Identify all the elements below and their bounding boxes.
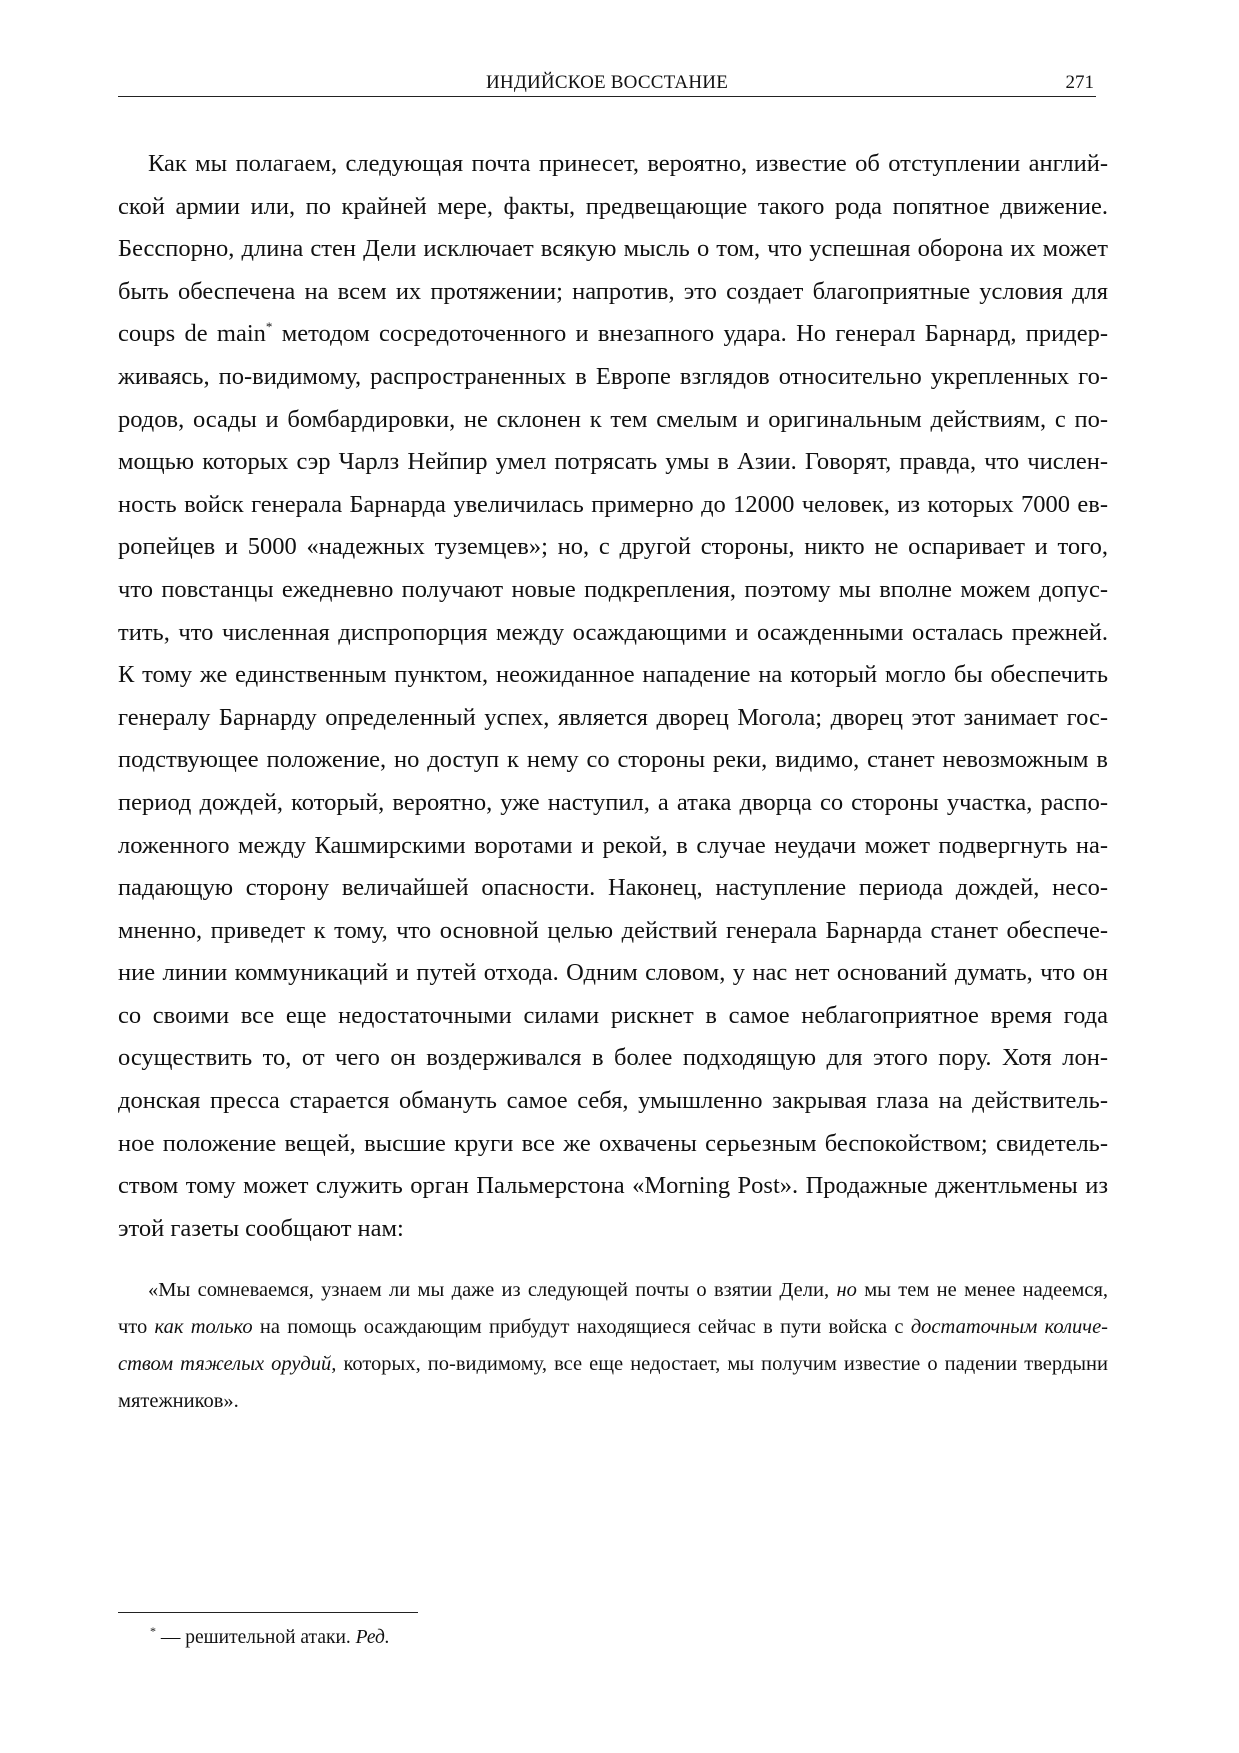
quote-run: что — [118, 1316, 155, 1338]
quote-emphasis: но — [836, 1279, 857, 1301]
text-line: ством тому может служить орган Пальмерстона «Morning Post». Продажные джентльмены из — [118, 1172, 1108, 1200]
quote-line — [118, 1346, 1108, 1383]
quote-emphasis: ством тяжелых орудий, — [118, 1353, 337, 1375]
foreign-phrase: coups de main — [118, 320, 266, 348]
text-line: ное положение вещей, высшие круги все же охвачены серьезным беспокойством; свидетель- — [118, 1129, 1108, 1157]
text-line: этой газеты сообщают нам: — [118, 1214, 404, 1242]
text-line: К тому же единственным пунктом, неожиданное нападение на который могло бы обеспечить — [118, 661, 1108, 689]
text-line: со своими все еще недостаточными силами рискнет в самое неблагоприятное время года — [118, 1001, 1108, 1029]
quote-run: на помощь осаждающим прибудут находящиеся сейчас в пути войска с — [252, 1316, 911, 1338]
text-line: подствующее положение, но доступ к нему со стороны реки, видимо, станет невозможным в — [118, 746, 1108, 774]
text-line: мощью которых сэр Чарлз Нейпир умел потрясать умы в Азии. Говорят, правда, что числен- — [118, 448, 1108, 476]
text-line: Бесспорно, длина стен Дели исключает всякую мысль о том, что успешная оборона их может — [118, 235, 1108, 263]
quote-run: которых, по-видимому, все еще недостает, мы получим известие о падении твердыни — [336, 1353, 1108, 1375]
text-line: генералу Барнарду определенный успех, является дворец Могола; дворец этот занимает гос- — [118, 703, 1108, 731]
text-line: ние линии коммуникаций и путей отхода. Одним словом, у нас нет оснований думать, что он — [118, 959, 1108, 987]
text-line: быть обеспечена на всем их протяжении; напротив, это создает благоприятные условия для — [118, 277, 1108, 305]
footnote-text: — решительной атаки. — [156, 1627, 356, 1648]
text-line: Как мы полагаем, следующая почта принесет, вероятно, известие об отступлении англий- — [148, 150, 1108, 177]
footnote-divider — [118, 1612, 418, 1613]
quote-line — [118, 1272, 1108, 1309]
text-line: донская пресса старается обмануть самое себя, умышленно закрывая глаза на действитель- — [118, 1087, 1108, 1115]
running-title: ИНДИЙСКОЕ ВОССТАНИЕ — [486, 72, 728, 93]
quote-line — [118, 1309, 1108, 1346]
footnote-marker: * — [265, 319, 273, 335]
text-line: осуществить то, от чего он воздерживался в более подходящую для этого пору. Хотя лон- — [118, 1044, 1108, 1072]
text-line: падающую сторону величайшей опасности. Наконец, наступление периода дождей, несо- — [118, 874, 1108, 902]
block-quote — [118, 1272, 1108, 1420]
text-line: период дождей, который, вероятно, уже наступил, а атака дворца со стороны участка, распо- — [118, 788, 1108, 816]
quote-run: «Мы сомневаемся, узнаем ли мы даже из следующей почты о взятии Дели, — [148, 1279, 837, 1301]
text-line: ложенного между Кашмирскими воротами и рекой, в случае неудачи может подвергнуть на- — [118, 831, 1108, 859]
main-text — [118, 143, 1108, 1250]
footnote — [150, 1625, 390, 1651]
quote-emphasis: достаточным количе- — [910, 1316, 1109, 1338]
text-line: мненно, приведет к тому, что основной целью действий генерала Барнарда станет обеспече- — [118, 916, 1108, 944]
running-header — [118, 70, 1096, 97]
footnote-editor: Ред. — [355, 1627, 390, 1648]
quote-run: мы тем не менее надеемся, — [856, 1279, 1109, 1301]
text-line: ской армии или, по крайней мере, факты, предвещающие такого рода попятное движение. — [118, 192, 1108, 220]
quote-emphasis: как только — [154, 1316, 253, 1338]
page-number: 271 — [1065, 72, 1094, 93]
text-line-footnoted — [118, 313, 1108, 356]
text-line: живаясь, по-видимому, распространенных в Европе взглядов относительно укрепленных го- — [118, 362, 1108, 390]
text-line: тить, что численная диспропорция между осаждающими и осажденными осталась прежней. — [118, 618, 1108, 646]
text-line: ность войск генерала Барнарда увеличилась примерно до 12000 человек, из которых 7000 ев- — [118, 490, 1108, 518]
text-line: что повстанцы ежедневно получают новые подкрепления, поэтому мы вполне можем допус- — [118, 575, 1108, 603]
quote-line: мятежников». — [118, 1390, 239, 1412]
text-run: методом сосредоточенного и внезапного удара. Но генерал Барнард, придер- — [272, 320, 1108, 348]
text-line: родов, осады и бомбардировки, не склонен к тем смелым и оригинальным действиям, с по- — [118, 405, 1108, 433]
footnote-marker: * — [150, 1624, 156, 1638]
text-line: ропейцев и 5000 «надежных туземцев»; но, с другой стороны, никто не оспаривает и того, — [118, 533, 1108, 561]
